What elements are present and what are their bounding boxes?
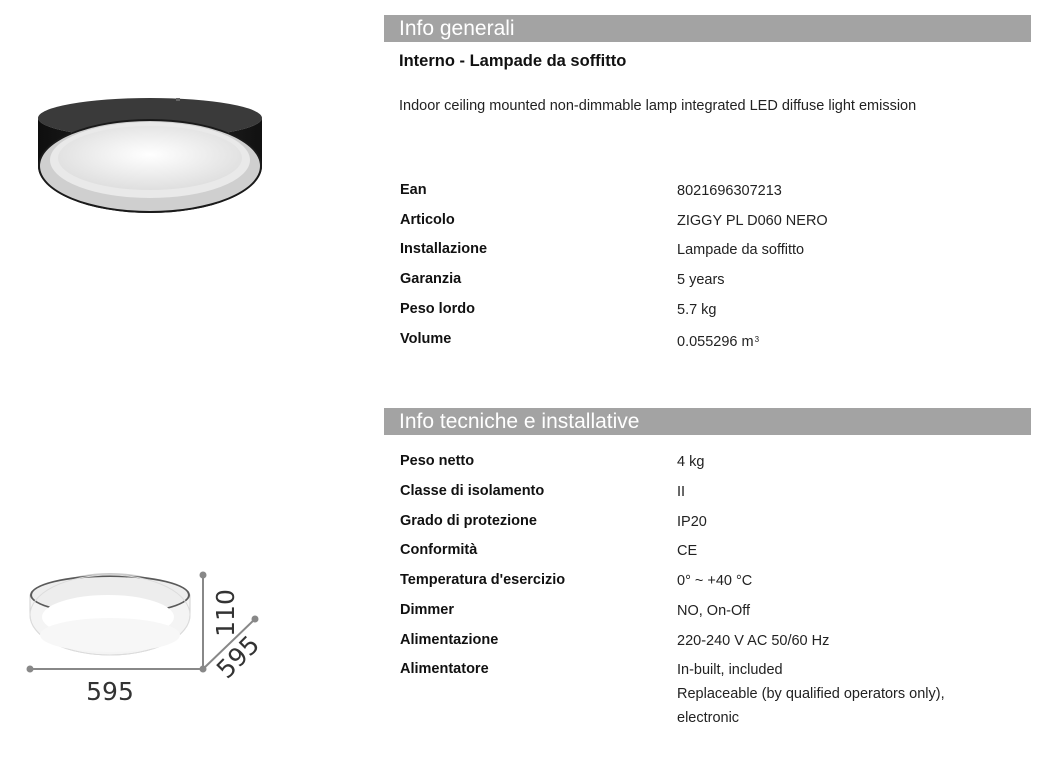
spec-row-grado-protezione <box>400 513 1020 535</box>
spec-label: Garanzia <box>400 271 462 287</box>
spec-row-alimentazione <box>400 632 1020 654</box>
volume-unit-exponent: 3 <box>754 335 760 344</box>
spec-value <box>677 328 1017 354</box>
spec-label: Temperatura d'esercizio <box>400 572 566 588</box>
spec-label: Installazione <box>400 241 488 257</box>
spec-row-volume <box>400 331 1020 353</box>
spec-row-ean <box>400 182 1020 204</box>
spec-row-conformita <box>400 542 1020 564</box>
spec-row-classe-isolamento <box>400 483 1020 505</box>
product-description: Indoor ceiling mounted non-dimmable lamp integrated LED diffuse light emission <box>399 98 917 114</box>
spec-value: CE <box>677 543 698 559</box>
spec-value: 5.7 kg <box>677 302 717 318</box>
dimension-width-label: 595 <box>86 677 134 706</box>
spec-value: 0° ~ +40 °C <box>677 573 753 589</box>
spec-label: Alimentatore <box>400 661 489 677</box>
spec-value: 4 kg <box>677 454 705 470</box>
spec-row-peso-netto <box>400 453 1020 475</box>
spec-row-alimentatore <box>400 661 1020 733</box>
spec-value: 8021696307213 <box>677 183 782 199</box>
product-category: Interno - Lampade da soffitto <box>399 52 627 70</box>
section-header-technical: Info tecniche e installative <box>384 408 1031 435</box>
spec-label: Grado di protezione <box>400 513 537 529</box>
spec-value: Lampade da soffitto <box>677 242 805 258</box>
spec-row-garanzia <box>400 271 1020 293</box>
spec-value: ZIGGY PL D060 NERO <box>677 213 828 229</box>
volume-number: 0.055296 m <box>677 334 754 350</box>
spec-value-line: electronic <box>677 710 740 726</box>
spec-row-dimmer <box>400 602 1020 624</box>
spec-value <box>677 658 1017 730</box>
spec-label: Conformità <box>400 542 478 558</box>
spec-value-line: In-built, included <box>677 662 783 678</box>
spec-label: Peso lordo <box>400 301 475 317</box>
spec-value: 220-240 V AC 50/60 Hz <box>677 633 830 649</box>
product-photo <box>32 88 272 223</box>
spec-row-installazione <box>400 241 1020 263</box>
dimension-depth-label: 595 <box>210 629 266 685</box>
spec-value: NO, On-Off <box>677 603 751 619</box>
spec-row-peso-lordo <box>400 301 1020 323</box>
spec-row-temperatura <box>400 572 1020 594</box>
dimension-height-label: 110 <box>211 589 240 637</box>
spec-label: Alimentazione <box>400 632 499 648</box>
spec-label: Dimmer <box>400 602 454 618</box>
spec-value: IP20 <box>677 514 707 530</box>
spec-label: Ean <box>400 182 427 198</box>
spec-value-line: Replaceable (by qualified operators only), <box>677 686 945 702</box>
spec-value: II <box>677 484 686 500</box>
spec-value: 5 years <box>677 272 725 288</box>
spec-label: Volume <box>400 331 452 347</box>
section-header-general: Info generali <box>384 15 1031 42</box>
dimension-drawing <box>20 555 280 720</box>
spec-row-articolo <box>400 212 1020 234</box>
spec-label: Classe di isolamento <box>400 483 545 499</box>
spec-label: Articolo <box>400 212 455 228</box>
spec-label: Peso netto <box>400 453 475 469</box>
